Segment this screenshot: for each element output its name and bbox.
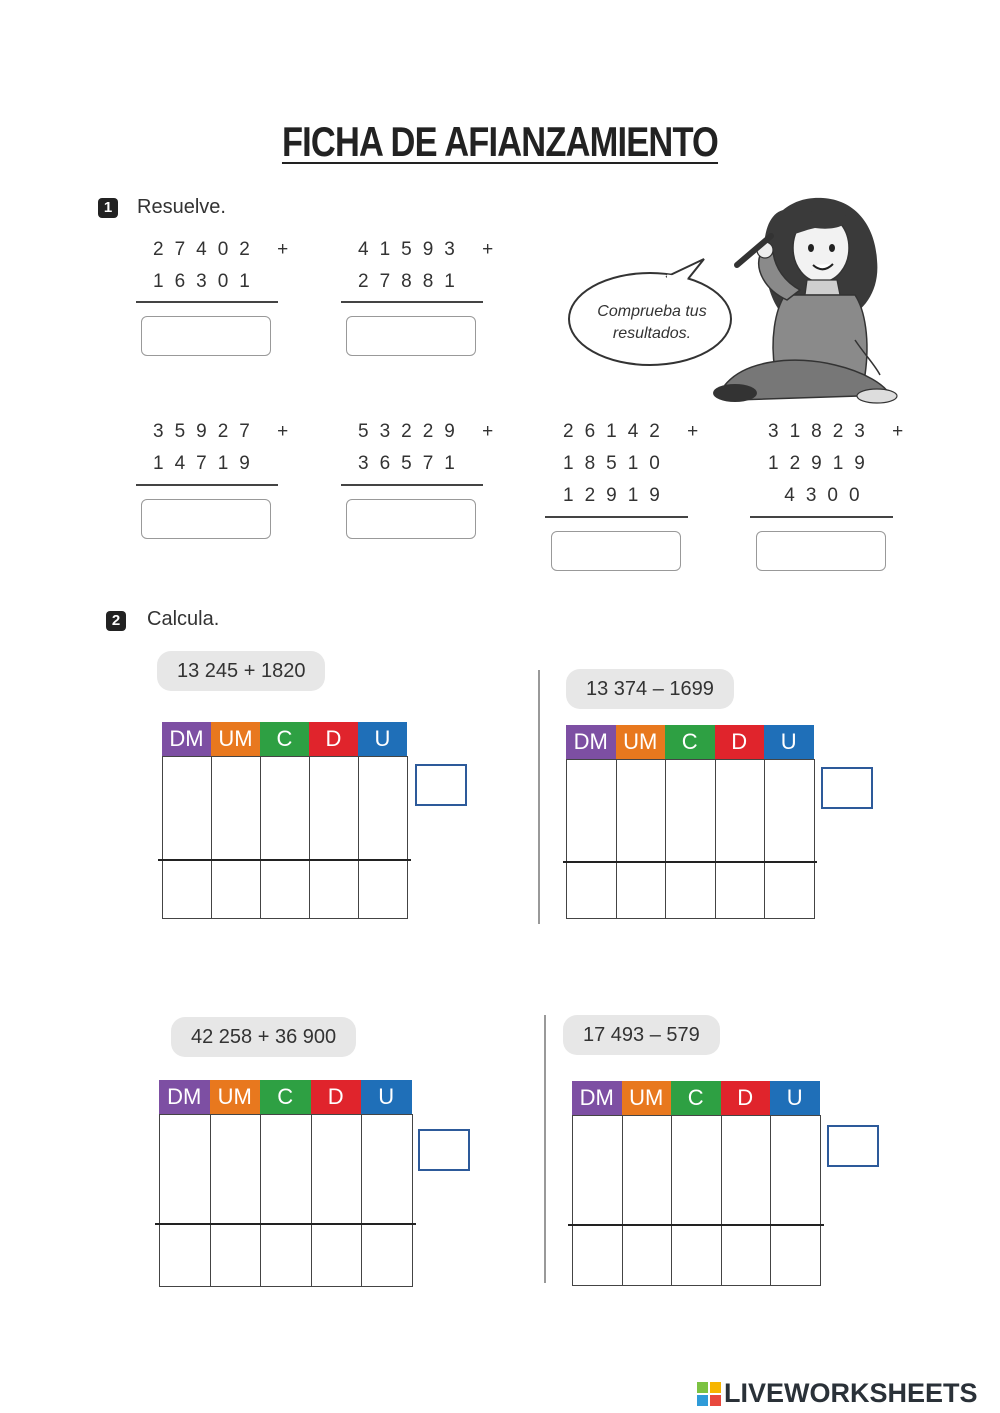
grid-cell-um-bottom[interactable] — [616, 862, 667, 919]
problem-1-rule — [136, 301, 278, 303]
problem-6-line-2: 12919 — [768, 453, 876, 474]
grid-cell-u-bottom[interactable] — [764, 862, 815, 919]
grid-cell-um-bottom[interactable] — [210, 1224, 262, 1287]
grid-cell-um-top[interactable] — [616, 759, 667, 863]
grid-cell-dm-bottom[interactable] — [162, 860, 212, 919]
grid-cell-c-top[interactable] — [260, 1114, 312, 1225]
column-header-dm: DM — [572, 1081, 622, 1115]
grid-cell-dm-bottom[interactable] — [566, 862, 617, 919]
column-header-d: D — [721, 1081, 771, 1115]
grid-result-line — [155, 1223, 416, 1225]
column-header-u: U — [361, 1080, 412, 1114]
girl-illustration — [705, 190, 900, 410]
problem-2-answer-box[interactable] — [346, 316, 476, 356]
grid-cell-u-top[interactable] — [764, 759, 815, 863]
grid-cell-d-top[interactable] — [715, 759, 766, 863]
grid-cell-um-top[interactable] — [210, 1114, 262, 1225]
problem-4-line-1: 53229 + — [358, 421, 505, 442]
grid-cell-d-bottom[interactable] — [311, 1224, 363, 1287]
column-header-d: D — [715, 725, 765, 759]
problem-2-line-1: 41593 + — [358, 239, 505, 260]
grid-cell-um-bottom[interactable] — [211, 860, 261, 919]
grid-cell-dm-top[interactable] — [162, 756, 212, 861]
grid-cell-d-bottom[interactable] — [309, 860, 359, 919]
problem-4-answer-box[interactable] — [346, 499, 476, 539]
column-header-c: C — [671, 1081, 721, 1115]
grid-cell-u-bottom[interactable] — [358, 860, 408, 919]
separator-bottom — [544, 1015, 546, 1283]
grid-result-line — [568, 1224, 824, 1226]
grid-2-result-box[interactable] — [821, 767, 873, 809]
logo-icon — [697, 1382, 721, 1406]
problem-4-line-2: 36571 — [358, 453, 466, 474]
grid-cell-dm-bottom[interactable] — [159, 1224, 211, 1287]
column-header-u: U — [358, 722, 407, 756]
problem-2-line-2: 27881 — [358, 271, 466, 292]
problem-3-line-2: 14719 — [153, 453, 261, 474]
column-header-c: C — [260, 1080, 311, 1114]
column-header-u: U — [770, 1081, 820, 1115]
column-header-c: C — [665, 725, 715, 759]
column-header-u: U — [764, 725, 814, 759]
grid-cell-d-bottom[interactable] — [715, 862, 766, 919]
exercise-2-label: Calcula. — [147, 608, 220, 630]
page-title: FICHA DE AFIANZAMIENTO — [281, 118, 719, 165]
column-header-um: UM — [211, 722, 260, 756]
grid-1-result-box[interactable] — [415, 764, 467, 806]
exercise-2-number: 2 — [106, 611, 126, 631]
operation-2-pill: 13 374 – 1699 — [566, 669, 734, 709]
grid-cell-d-bottom[interactable] — [721, 1225, 772, 1286]
problem-1-answer-box[interactable] — [141, 316, 271, 356]
place-value-grid-3 — [159, 1080, 412, 1286]
problem-1-line-1: 27402 + — [153, 239, 300, 260]
problem-6-line-1: 31823 + — [768, 421, 915, 442]
exercise-1-number: 1 — [98, 198, 118, 218]
problem-4-rule — [341, 484, 483, 486]
problem-6-answer-box[interactable] — [756, 531, 886, 571]
grid-4-result-box[interactable] — [827, 1125, 879, 1167]
problem-5-line-3: 12919 — [563, 485, 671, 506]
grid-cell-u-bottom[interactable] — [770, 1225, 821, 1286]
speech-bubble-line-2: resultados. — [612, 325, 692, 342]
grid-cell-d-top[interactable] — [721, 1115, 772, 1226]
grid-cell-dm-top[interactable] — [566, 759, 617, 863]
grid-cell-u-bottom[interactable] — [361, 1224, 413, 1287]
problem-5-rule — [545, 516, 688, 518]
grid-cell-u-top[interactable] — [358, 756, 408, 861]
problem-6-rule — [750, 516, 893, 518]
place-value-grid-4 — [572, 1081, 820, 1285]
grid-cell-c-top[interactable] — [671, 1115, 722, 1226]
grid-result-line — [158, 859, 411, 861]
grid-cell-c-bottom[interactable] — [665, 862, 716, 919]
problem-3-rule — [136, 484, 278, 486]
exercise-1-label: Resuelve. — [137, 196, 226, 218]
grid-cell-dm-top[interactable] — [159, 1114, 211, 1225]
grid-cell-um-top[interactable] — [622, 1115, 673, 1226]
grid-cell-u-top[interactable] — [770, 1115, 821, 1226]
grid-cell-c-bottom[interactable] — [260, 1224, 312, 1287]
grid-cell-dm-bottom[interactable] — [572, 1225, 623, 1286]
grid-cell-d-top[interactable] — [311, 1114, 363, 1225]
grid-cell-c-bottom[interactable] — [260, 860, 310, 919]
problem-2-rule — [341, 301, 483, 303]
column-header-um: UM — [622, 1081, 672, 1115]
problem-3-answer-box[interactable] — [141, 499, 271, 539]
problem-3-line-1: 35927 + — [153, 421, 300, 442]
grid-cell-dm-top[interactable] — [572, 1115, 623, 1226]
speech-bubble-line-1: Comprueba tus — [597, 303, 707, 320]
separator-top — [538, 670, 540, 924]
operation-1-pill: 13 245 + 1820 — [157, 651, 325, 691]
grid-cell-c-top[interactable] — [260, 756, 310, 861]
problem-5-line-1: 26142 + — [563, 421, 710, 442]
grid-3-result-box[interactable] — [418, 1129, 470, 1171]
operation-4-pill: 17 493 – 579 — [563, 1015, 720, 1055]
grid-cell-d-top[interactable] — [309, 756, 359, 861]
operation-3-pill: 42 258 + 36 900 — [171, 1017, 356, 1057]
grid-result-line — [563, 861, 817, 863]
column-header-um: UM — [210, 1080, 261, 1114]
column-header-dm: DM — [159, 1080, 210, 1114]
liveworksheets-logo — [697, 1378, 978, 1409]
problem-6-line-3: 4300 — [768, 485, 871, 506]
grid-cell-um-top[interactable] — [211, 756, 261, 861]
grid-cell-um-bottom[interactable] — [622, 1225, 673, 1286]
column-header-um: UM — [616, 725, 666, 759]
logo-text: LIVEWORKSHEETS — [724, 1378, 978, 1408]
column-header-c: C — [260, 722, 309, 756]
grid-cell-u-top[interactable] — [361, 1114, 413, 1225]
grid-cell-c-bottom[interactable] — [671, 1225, 722, 1286]
problem-1-line-2: 16301 — [153, 271, 261, 292]
place-value-grid-2 — [566, 725, 814, 918]
place-value-grid-1 — [162, 722, 407, 918]
column-header-dm: DM — [162, 722, 211, 756]
column-header-d: D — [309, 722, 358, 756]
problem-5-line-2: 18510 — [563, 453, 671, 474]
grid-cell-c-top[interactable] — [665, 759, 716, 863]
column-header-d: D — [311, 1080, 362, 1114]
column-header-dm: DM — [566, 725, 616, 759]
problem-5-answer-box[interactable] — [551, 531, 681, 571]
